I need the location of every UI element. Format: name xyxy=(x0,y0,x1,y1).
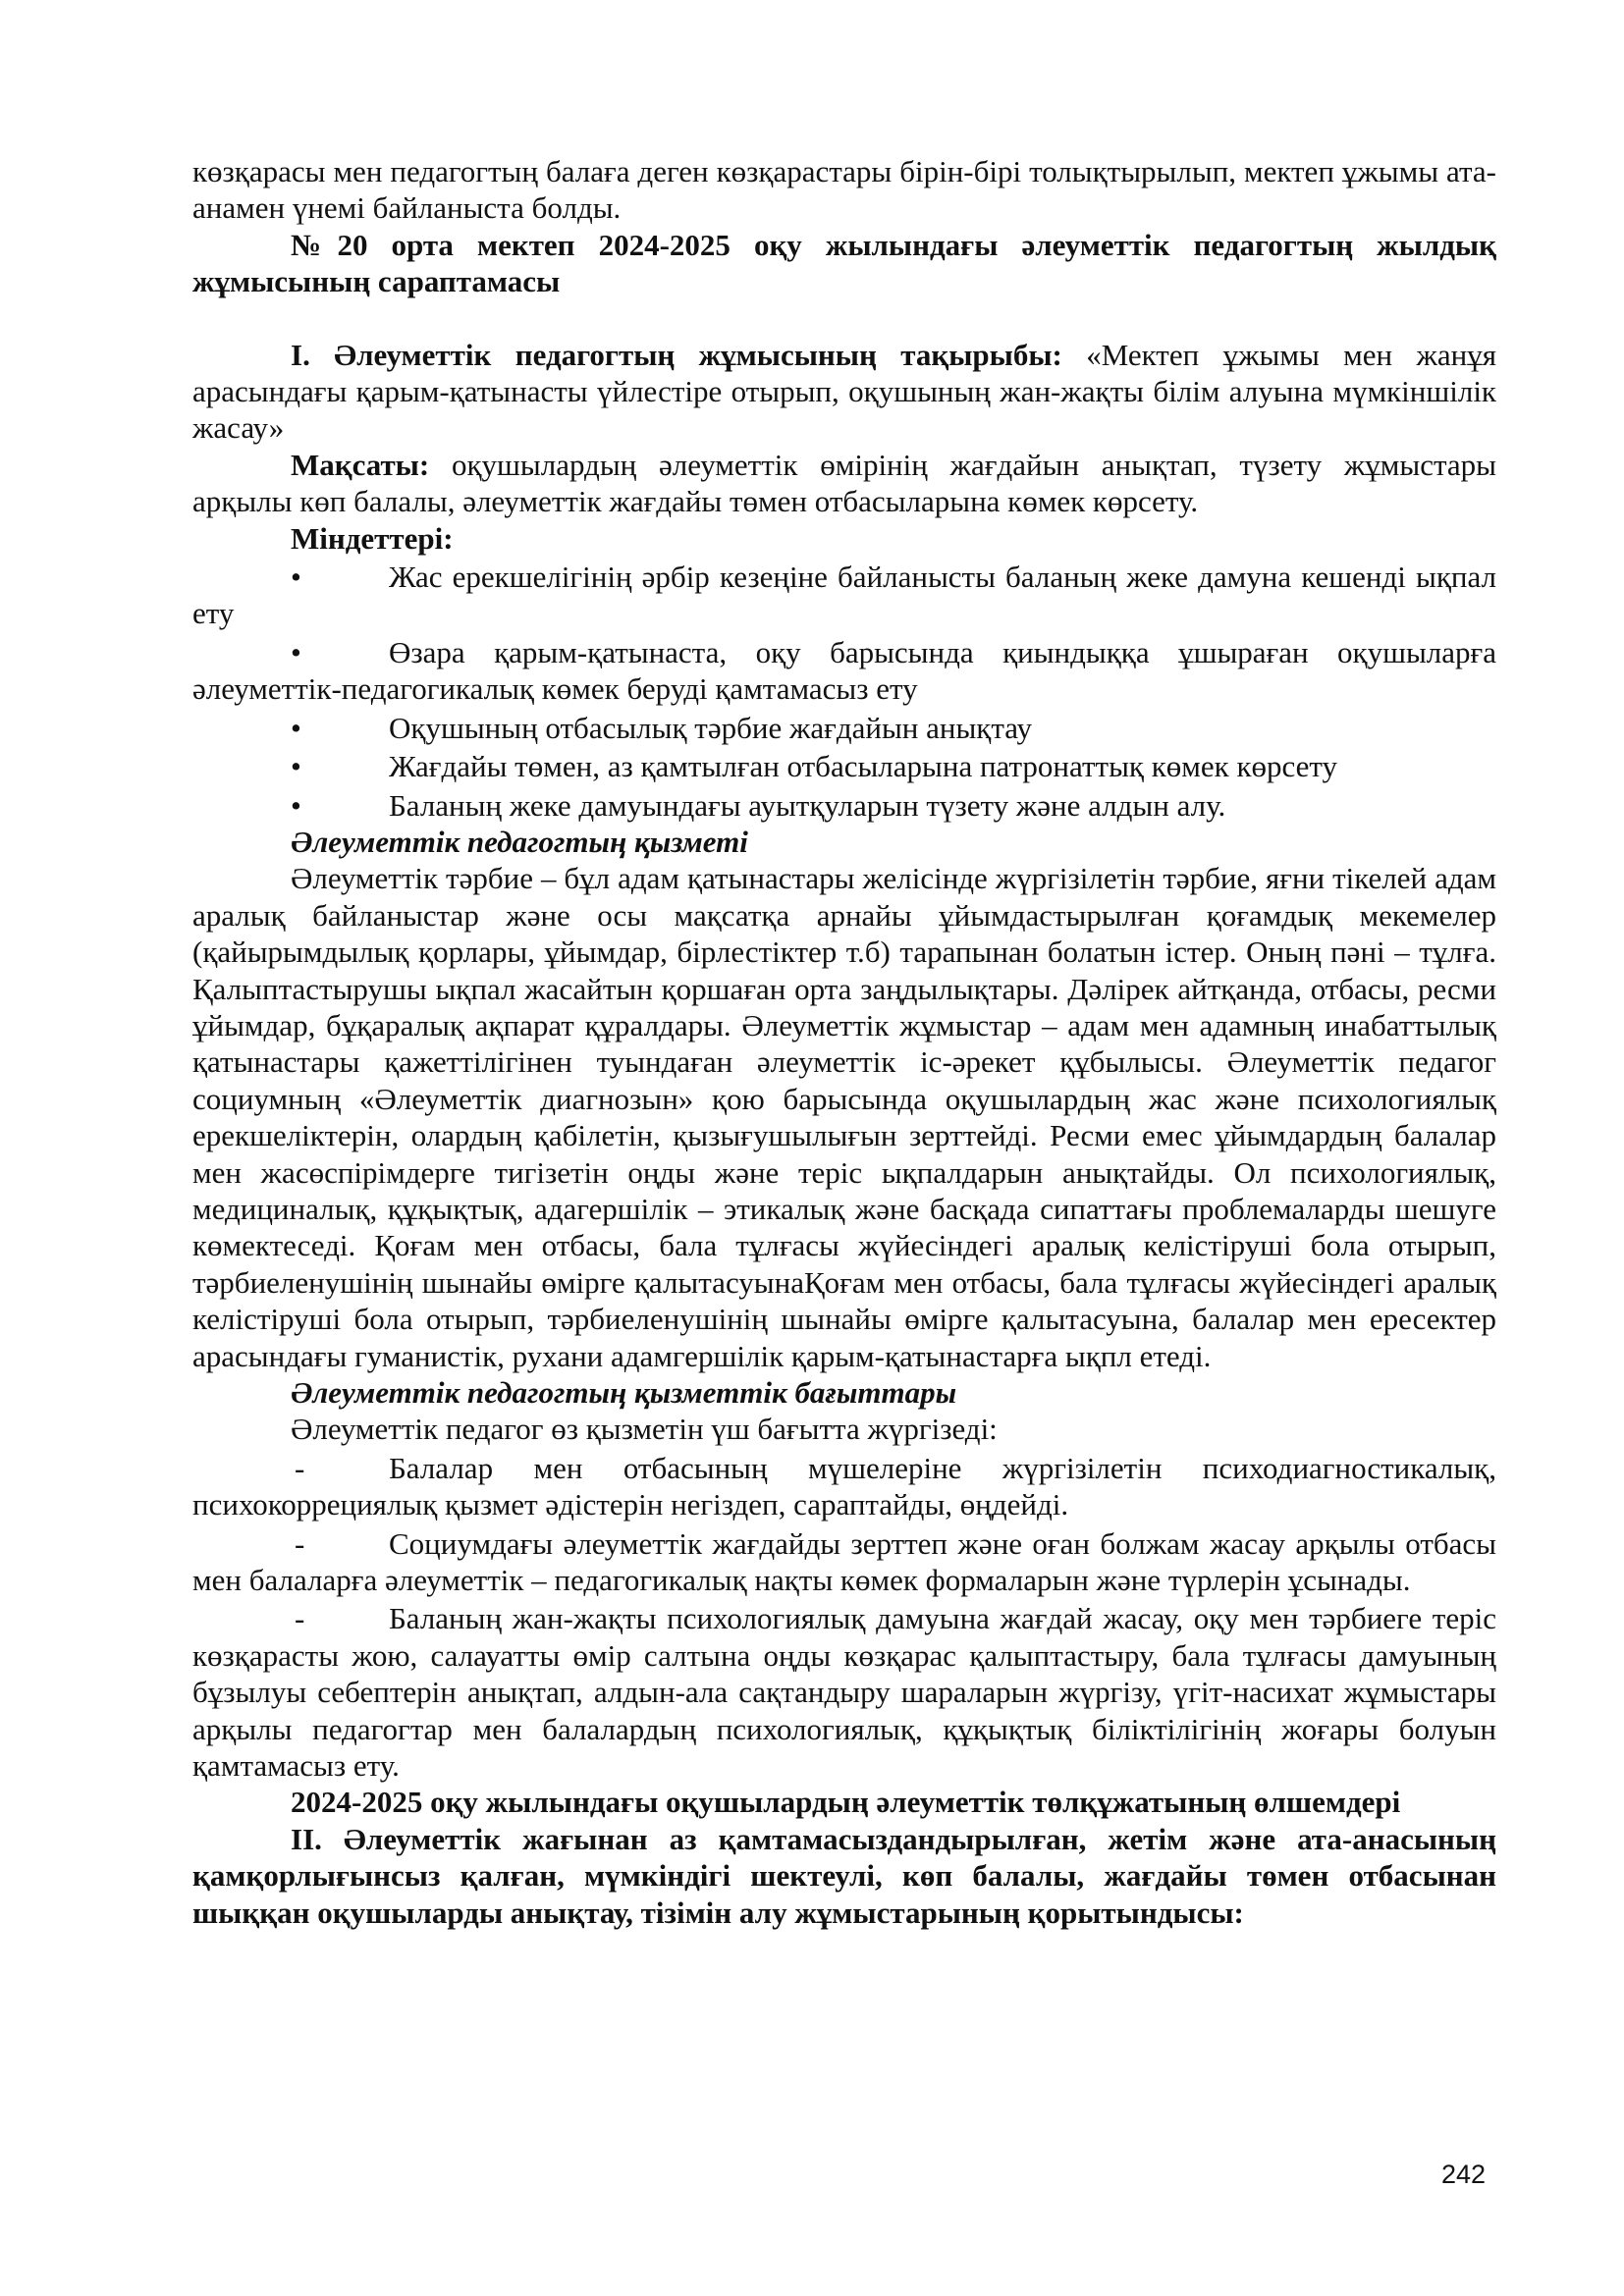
service-paragraph: Әлеуметтік тәрбие – бұл адам қатынастары желісінде жүргізілетін тәрбие, яғни тікелей адам аралық байланыстар және осы мақсатқа арнайы ұйымдастырылған қоғамдық мекемелер (қайырымдылық қорлары, ұйымдар, бірлестіктер т.б) тарапынан болатын істер. Оның пәні – тұлға. Қалыптастырушы ықпал жасайтын қоршаған орта заңдылықтары. Дәлірек айтқанда, отбасы, ресми ұйымдар, бұқаралық ақпарат құралдары. Әлеуметтік жұмыстар – адам мен адамның инабаттылық қатынастары қажеттілігінен туындаған әлеуметтік іс-әрекет құбылысы. Әлеуметтік педагог социумның «Әлеуметтік диагнозын» қою барысында оқушылардың жас және психологиялық ерекшеліктерін, олардың қабілетін, қызығушылығын зерттейді. Ресми емес ұйымдардың балалар мен жасөспірімдерге тигізетін оңды және теріс ықпалдарын анықтайды. Ол психологиялық, медициналық, құқықтық, адагершілік – этикалық және басқада сипаттағы проблемаларды шешуге көмектеседі. Қоғам мен отбасы, бала тұлғасы жүйесіндегі аралық келістіруші бола отырып, тәрбиеленушінің шынайы өмірге қалытасуынаҚоғам мен отбасы, бала тұлғасы жүйесіндегі аралық келістіруші бола отырып, тәрбиеленушінің шынайы өмірге қалытасуына, балалар мен ересектер арасындағы гуманистік, рухани адамгершілік қарым-қатынастарға ықпл етеді. xyxy=(192,861,1496,1373)
goal-text: оқушылардың әлеуметтік өмірінің жағдайын анықтап, түзету жұмыстары арқылы көп балалы, әлеуметтік жағдайы төмен отбасыларына көмек көрсету. xyxy=(192,447,1496,519)
list-item-text: Өзара қарым-қатынаста, оқу барысында қиындыққа ұшыраған оқушыларға әлеуметтік-педагогикалық көмек беруді қамтамасыз ету xyxy=(192,634,1496,707)
directions-heading: Әлеуметтік педагогтың қызметтік бағыттары xyxy=(291,1375,957,1410)
section-ii-heading: II. Әлеуметтік жағынан аз қамтамасыздандырылған, жетім және ата-анасының қамқорлығынсыз қалған, мүмкіндігі шектеулі, көп балалы, жағдайы төмен отбасынан шыққан оқушыларды анықтау, тізімін алу жұмыстарының қорытындысы: xyxy=(192,1821,1496,1930)
list-item xyxy=(192,710,1496,746)
list-item-text: Жас ерекшелігінің әрбір кезеңіне байланысты баланың жеке дамуна кешенді ықпал ету xyxy=(192,560,1496,631)
goal-paragraph xyxy=(192,447,1496,520)
list-item-text: Оқушының отбасылық тәрбие жағдайын анықтау xyxy=(389,710,1032,745)
directions-intro: Әлеуметтік педагог өз қызметін үш бағытта жүргізеді: xyxy=(291,1412,998,1447)
list-item-text: Жағдайы төмен, аз қамтылған отбасыларына патронаттық көмек көрсету xyxy=(389,749,1338,784)
intro-continuation: көзқарасы мен педагогтың балаға деген көзқарастары бірін-бірі толықтырылып, мектеп ұжымы ата-анамен үнемі байланыста болды. xyxy=(192,154,1496,226)
list-item xyxy=(192,634,1496,708)
dash-icon: - xyxy=(295,1601,305,1636)
bullet-icon: • xyxy=(291,560,301,595)
spacer xyxy=(192,300,1496,337)
list-item xyxy=(192,1525,1496,1599)
list-item xyxy=(192,748,1496,784)
directions-list xyxy=(192,1450,1496,1785)
list-item-text: Социумдағы әлеуметтік жағдайды зерттеп және оған болжам жасау арқылы отбасы мен балаларға әлеуметтік – педагогикалық нақты көмек формаларын және түрлерін ұсынады. xyxy=(192,1525,1496,1598)
dash-icon: - xyxy=(295,1450,305,1485)
list-item-text: Баланың жеке дамуындағы ауытқуларын түзету және алдын алу. xyxy=(389,787,1226,823)
list-item xyxy=(192,1600,1496,1784)
theme-paragraph xyxy=(192,337,1496,447)
report-title: №20 орта мектеп 2024-2025 оқу жылындағы әлеуметтік педагогтың жылдық жұмысының сараптамасы xyxy=(192,227,1496,299)
bullet-icon: • xyxy=(291,634,301,669)
list-item xyxy=(192,787,1496,824)
list-item-text: Балалар мен отбасының мүшелеріне жүргізілетін психодиагностикалық, психокоррециялық қызмет әдістерін негіздеп, сараптайды, өңдейді. xyxy=(192,1450,1496,1522)
bullet-icon: • xyxy=(291,710,301,745)
tasks-list xyxy=(192,559,1496,824)
list-item-text: Баланың жан-жақты психологиялық дамуына жағдай жасау, оқу мен тәрбиеге теріс көзқарасты жою, салауатты өмір салтына оңды көзқарас қалыптастыру, бала тұлғасы дамуының бұзылуы себептерін анықтап, алдын-ала сақтандыру шараларын жүргізу, үгіт-насихат жұмыстары арқылы педагогтар мен балалардың психологиялық, құқықтық біліктілігінің жоғары болуын қамтамасыз ету. xyxy=(192,1601,1496,1784)
dash-icon: - xyxy=(295,1525,305,1561)
bullet-icon: • xyxy=(291,787,301,823)
bullet-icon: • xyxy=(291,749,301,784)
goal-label: Мақсаты: xyxy=(291,447,430,482)
theme-text: «Мектеп ұжымы мен жанұя арасындағы қарым-қатынасты үйлестіре отырып, оқушының жан-жақты білім алуына мүмкіншілік жасау» xyxy=(192,337,1496,446)
passport-section-heading: 2024-2025 оқу жылындағы оқушылардың әлеуметтік төлқұжатының өлшемдері xyxy=(291,1785,1401,1820)
tasks-label: Міндеттері: xyxy=(291,520,454,556)
theme-label: I. Әлеуметтік педагогтың жұмысының тақырыбы: xyxy=(291,337,1062,372)
list-item xyxy=(192,559,1496,632)
service-heading: Әлеуметтік педагогтың қызметі xyxy=(291,824,748,859)
page-number: 242 xyxy=(1441,2160,1487,2189)
document-page xyxy=(192,153,1496,1931)
list-item xyxy=(192,1450,1496,1523)
